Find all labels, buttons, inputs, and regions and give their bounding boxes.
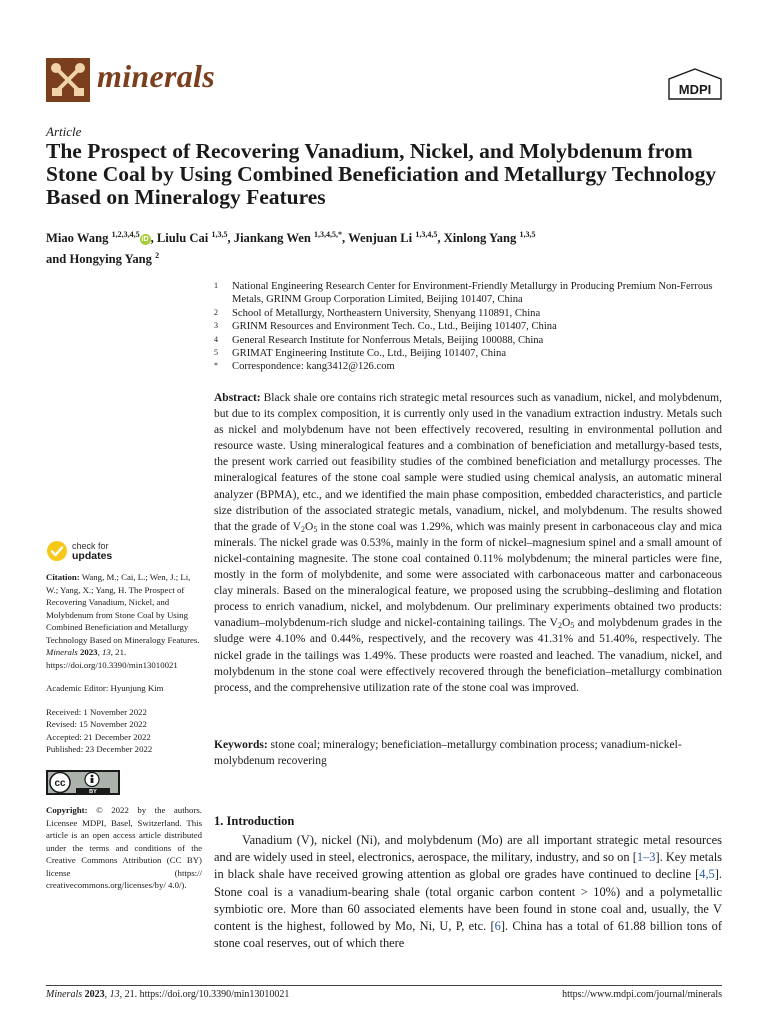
citation-link[interactable]: 6 — [494, 919, 501, 934]
affiliation-text: General Research Institute for Nonferrous Metals, Beijing 100088, China — [232, 334, 544, 346]
journal-name[interactable]: minerals — [97, 58, 215, 94]
affiliation-number: 3 — [214, 321, 218, 331]
correspondence-email[interactable]: Correspondence: kang3412@126.com — [232, 361, 395, 373]
keywords-text: stone coal; mineralogy; beneficiation–metallurgy combination process; vanadium-nickel-molybdenum recovering — [214, 739, 682, 767]
footer-volume: 13 — [109, 989, 120, 1000]
author-affiliation-marks: 1,3,5 — [211, 230, 228, 239]
affiliation-text: GRINM Resources and Environment Tech. Co., Ltd., Beijing 101407, China — [232, 321, 557, 333]
sidebar — [46, 571, 202, 892]
check-updates-icon — [46, 540, 68, 562]
revised-date: Revised: 15 November 2022 — [46, 719, 147, 729]
affiliation-text: National Engineering Research Center for Environment-Friendly Metallurgy in Producing Premium Non-Ferrous Metals, GRINM Group Corporation Limited, Beijing 101407, China — [232, 281, 713, 306]
intro-text: ]. China has a total of 61.88 billion tons of stone coal reserves, out of which there — [214, 919, 722, 951]
by-label: BY — [89, 788, 97, 795]
citation-year: 2023 — [79, 647, 98, 657]
copyright-block — [46, 804, 202, 892]
abstract-label: Abstract: — [214, 392, 261, 404]
author-affiliation-marks: 1,3,4,5,* — [314, 230, 343, 239]
orcid-icon[interactable]: iD — [141, 236, 149, 244]
author-affiliation-marks: 1,3,5 — [519, 230, 536, 239]
affiliation-item — [214, 347, 734, 360]
affiliation-number: 2 — [214, 307, 218, 317]
citation-doi[interactable]: , 21. https://doi.org/10.3390/min13010021 — [46, 647, 178, 670]
author-name[interactable]: Miao Wang — [46, 231, 109, 246]
affiliation-item — [214, 307, 734, 320]
keywords-label: Keywords: — [214, 739, 268, 751]
published-date: Published: 23 December 2022 — [46, 744, 153, 754]
copyright-label: Copyright: — [46, 805, 88, 815]
dates-block — [46, 706, 202, 756]
intro-text: ]. Stone coal is a vanadium-bearing shale (total organic carbon content > 10%) and a polymetallic symbiotic ore. More than 60 associated elements have been found in stone coal and, usually, the V content is the highest, followed by Mo, Ni, U, P, etc. [ — [214, 867, 722, 934]
affiliation-text: School of Metallurgy, Northeastern University, Shenyang 110891, China — [232, 307, 541, 319]
citation-link[interactable]: 1–3 — [636, 850, 656, 865]
author-affiliation-marks: 1,3,4,5 — [415, 230, 438, 239]
footer-journal: Minerals — [46, 989, 83, 1000]
section-heading: 1. Introduction — [214, 814, 295, 828]
formula-subscript: 5 — [570, 621, 575, 631]
citation-label: Citation: — [46, 572, 80, 582]
abstract-text: Black shale ore contains rich strategic metal resources such as vanadium, nickel, and molybdenum, but due to its complex composition, it is currently only used in the vanadium extraction industry. Metals such as nickel and molybdenum have not been effectively recovered, resulting in environmental pollution and resource waste. Using mineralogical features and a combination of beneficiation and metallurgy-based tests, the present work carried out feasibility studies of the combined beneficiation and metallurgy processes. The mineralogical features of the stone coal sample were studied using chemical analysis, an automatic mineral analyzer (BPMA), etc., and we identified the main phase composition, embedded characteristics, and particle size distribution of the associated strategic metals, vanadium, nickel, and molybdenum. The results showed that the grade of V — [214, 392, 722, 533]
author-name[interactable]: Xinlong Yang — [443, 231, 517, 246]
intro-text: Vanadium (V), nickel (Ni), and molybdenum (Mo) are all important strategic metal resources and are widely used in steel, electronics, aerospace, the military, industry, and so on [ — [214, 833, 722, 865]
affiliation-item — [214, 280, 734, 307]
affiliations — [214, 280, 734, 374]
footer-journal-url[interactable]: https://www.mdpi.com/journal/minerals — [562, 989, 722, 1000]
citation-volume: 13 — [101, 647, 111, 657]
abstract — [214, 390, 722, 696]
formula-element: O — [561, 617, 571, 630]
author-affiliation-marks: 1,2,3,4,5 — [111, 230, 140, 239]
author-name[interactable]: Hongying Yang — [69, 252, 152, 267]
accepted-date: Accepted: 21 December 2022 — [46, 731, 151, 742]
crossed-tools-icon — [46, 58, 90, 102]
affiliation-number: 4 — [214, 334, 218, 344]
keywords — [214, 737, 722, 769]
author-list: Miao Wang $^{1,2,3,4,5}$iD , Liulu Cai $^{1,3,5}$, Jiankang Wen $^{1,3,4,5,*}$, Wenjuan Li $^{1,3,4,5}$, Xinlong Yang $^{1,3,5}$ and Hongying Yang $^2$ — [46, 230, 536, 267]
footer-citation: Minerals 2023, 13, 21. https://doi.org/10.3390/min13010021 — [46, 989, 290, 1000]
affiliation-text: GRIMAT Engineering Institute Co., Ltd., Beijing 101407, China — [232, 348, 507, 360]
affiliation-number: 5 — [214, 348, 218, 358]
author-name[interactable]: Wenjuan Li — [348, 231, 413, 246]
abstract-text: and molybdenum grades in the sludge were 4.10% and 0.44%, respectively, and the recovery was 41.31% and 51.40%, respectively. The nickel grade in the tailings was 1.49%. These products were roasted and leached. The vanadium, nickel, and molybdenum in the stone coal were effectively recovered through the beneficiation–metallurgy combination process, and the comprehensive utilization rate of the stone coal was improved. — [214, 617, 722, 694]
mdpi-logo[interactable] — [668, 68, 722, 102]
copyright-text: © 2022 by the authors. Licensee MDPI, Basel, Switzerland. This article is an open access article distributed under the terms and conditions of the Creative Commons Attribution (CC BY) license (https:// creativecommons.org/licenses/by/ 4.0/). — [46, 805, 203, 890]
citation-block: Citation: Wang, M.; Cai, L.; Wen, J.; Li, W.; Yang, X.; Yang, H. The Prospect of Recovering Vanadium, Nickel, and Molybdenum from Stone Coal by Using Combined Beneficiation and Metallurgy Technology Based on Mineralogy Features. Minerals 2023, 13, 21. https://doi.org/10.3390/min13010021 — [46, 572, 200, 670]
updates-line-2: updates — [72, 550, 113, 562]
received-date: Received: 1 November 2022 — [46, 706, 147, 717]
formula-subscript: 2 — [301, 524, 306, 534]
updates-line-1: check for — [72, 541, 109, 551]
check-for-updates-button[interactable] — [46, 540, 112, 562]
affiliation-item — [214, 320, 734, 333]
introduction-paragraph — [214, 832, 722, 952]
formula-element: O — [305, 520, 314, 533]
citation-journal: Minerals — [46, 647, 78, 657]
footer-year: 2023 — [84, 989, 105, 1000]
footer-divider — [46, 985, 722, 986]
author-affiliation-marks: 2 — [155, 251, 160, 261]
author-name[interactable]: Liulu Cai — [156, 231, 209, 246]
affiliation-item — [214, 360, 734, 373]
citation-text: Wang, M.; Cai, L.; Wen, J.; Li, W.; Yang, X.; Yang, H. The Prospect of Recovering Vanadium, Nickel, and Molybdenum from Stone Coal by Using Combined Beneficiation and Metallurgy Technology Based on Mineralogy Features. — [46, 572, 200, 645]
article-title: The Prospect of Recovering Vanadium, Nickel, and Molybdenum from Stone Coal by Using Combined Beneficiation and Metallurgy Technology Based on Mineralogy Features — [46, 139, 717, 209]
intro-text: ]. Key metals in black shale have received growing attention as global ore grades have continued to decline [ — [214, 850, 723, 882]
affiliation-number: * — [214, 361, 218, 371]
formula-subscript: 2 — [557, 621, 562, 631]
abstract-text: in the stone coal was 1.29%, which was mainly present in carbonaceous clay and mica minerals. The nickel grade was 0.53%, mainly in the form of nickel–magnesium spinel and a small amount of nickel-containing magnesite. The stone coal contained 0.11% molybdenum; the mineral particles were fine, mostly in the form of molybdenite, and some were associated with carbonaceous matter and carbonaceous clay minerals. Based on the mineralogical feature, we proposed using the scrubbing–desliming and flotation process to enrich vanadium, nickel, and molybdenum. Our preliminary experiments obtained two products: vanadium–molybdenum-rich sludge and nickel-containing tailings. The V — [214, 520, 722, 630]
author-name[interactable]: Jiankang Wen — [233, 231, 311, 246]
citation-link[interactable]: 4,5 — [699, 867, 715, 882]
cc-label: cc — [54, 777, 66, 789]
footer-doi[interactable]: , 21. https://doi.org/10.3390/min13010021 — [119, 989, 290, 1000]
formula-subscript: 5 — [313, 524, 318, 534]
affiliation-item — [214, 334, 734, 347]
affiliation-number: 1 — [214, 281, 218, 290]
publisher-name: MDPI — [678, 82, 712, 97]
journal-logo — [46, 58, 90, 102]
academic-editor: Academic Editor: Hyunjung Kim — [46, 683, 164, 693]
article-type: Article — [46, 124, 82, 139]
cc-by-license-badge[interactable] — [46, 770, 120, 795]
